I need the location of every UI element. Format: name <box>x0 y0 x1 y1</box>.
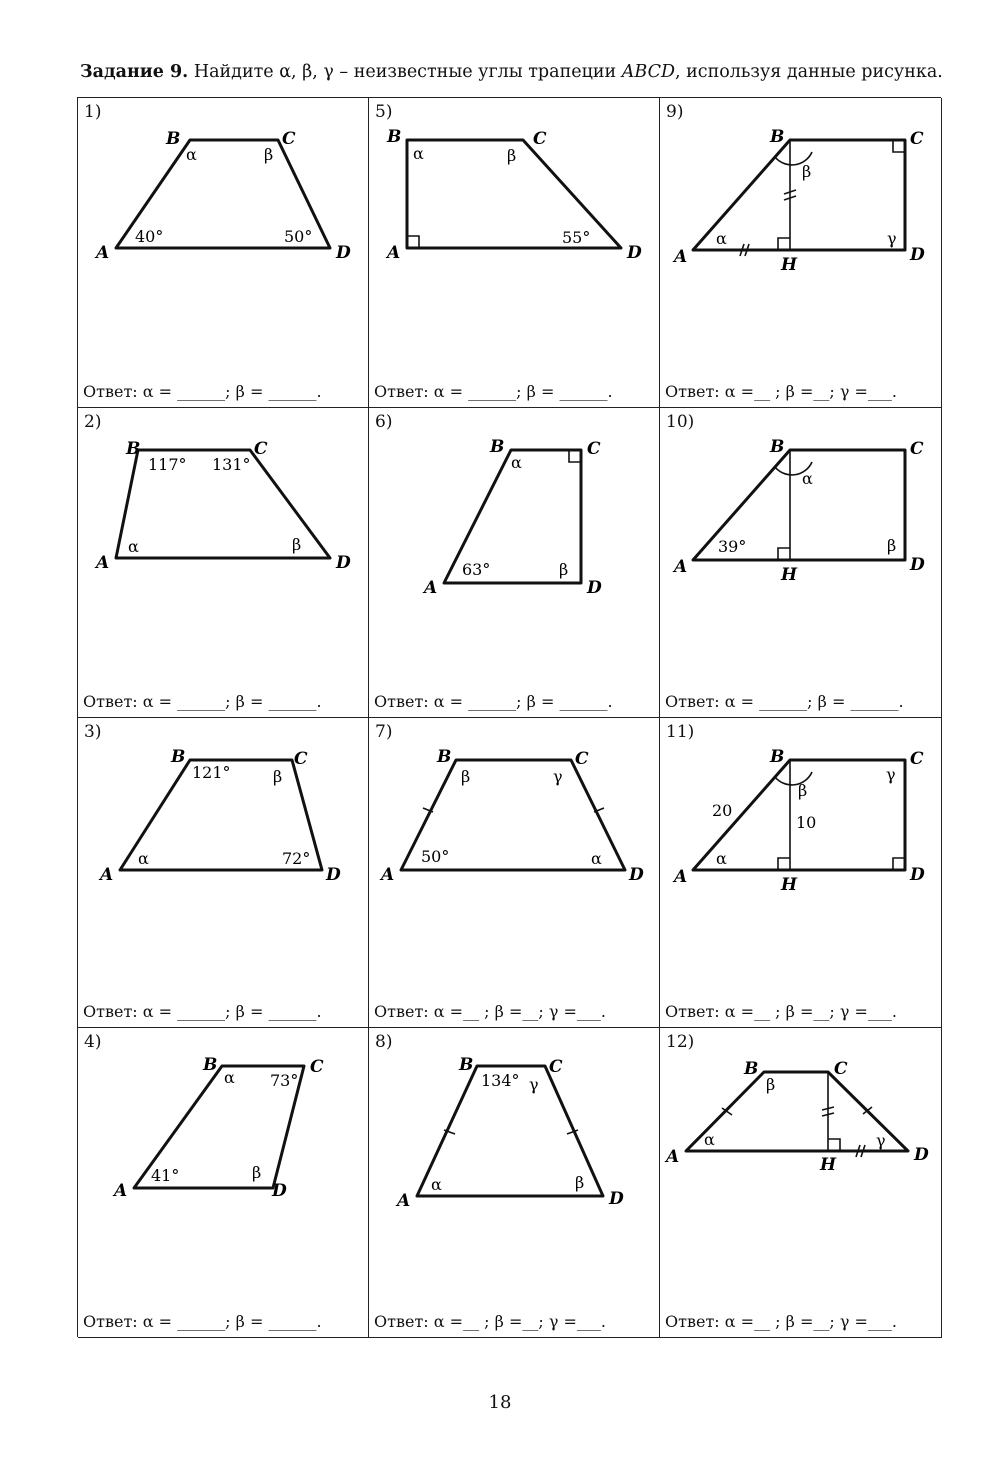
vertex-label: C <box>310 1057 324 1077</box>
vertex-label: D <box>914 1145 929 1165</box>
problem-4 <box>78 1028 369 1338</box>
vertex-label: A <box>674 557 688 577</box>
angle-label: 73° <box>270 1071 299 1090</box>
problem-10 <box>660 408 942 718</box>
trapezoid-figure <box>660 98 942 408</box>
angle-label: γ <box>886 765 896 784</box>
angle-label: β <box>264 145 274 164</box>
angle-label: α <box>138 849 149 868</box>
vertex-label: D <box>627 243 642 263</box>
vertex-label: D <box>272 1181 287 1201</box>
vertex-label: C <box>910 439 924 459</box>
problem-number: 9) <box>666 102 684 122</box>
angle-label: 131° <box>212 455 251 474</box>
right-angle-mark <box>893 140 905 152</box>
angle-label: α <box>186 145 197 164</box>
angle-label: β <box>802 162 812 181</box>
vertex-label: H <box>820 1155 837 1175</box>
vertex-label: A <box>387 243 401 263</box>
trapezoid-figure <box>78 98 369 408</box>
answer-line: Ответ: α =__ ; β =__; γ =___. <box>665 1002 897 1021</box>
vertex-label: A <box>424 578 438 598</box>
angle-label: α <box>413 144 424 163</box>
angle-label: 121° <box>192 763 231 782</box>
angle-label: β <box>766 1075 776 1094</box>
angle-label: α <box>716 849 727 868</box>
vertex-label: B <box>387 127 402 147</box>
angle-label: 39° <box>718 537 747 556</box>
problem-12 <box>660 1028 942 1338</box>
right-angle-mark <box>828 1139 840 1151</box>
problem-1 <box>78 98 369 408</box>
angle-label: β <box>559 560 569 579</box>
right-angle-mark <box>893 858 905 870</box>
length-label: 10 <box>796 813 817 832</box>
answer-line: Ответ: α =__ ; β =__; γ =___. <box>665 1312 897 1331</box>
right-angle-mark <box>569 450 581 462</box>
vertex-label: B <box>744 1059 759 1079</box>
problem-number: 4) <box>84 1032 102 1052</box>
vertex-label: D <box>629 865 644 885</box>
vertex-label: B <box>490 437 505 457</box>
vertex-label: A <box>100 865 114 885</box>
task-text: Найдите α, β, γ – неизвестные углы трапеции <box>193 62 617 82</box>
problem-number: 1) <box>84 102 102 122</box>
problem-number: 6) <box>375 412 393 432</box>
angle-label: β <box>575 1173 585 1192</box>
vertex-label: B <box>770 747 785 767</box>
trapezoid-figure <box>369 1028 660 1338</box>
angle-label: α <box>511 453 522 472</box>
problem-9 <box>660 98 942 408</box>
right-angle-mark <box>778 548 790 560</box>
angle-label: β <box>887 536 897 555</box>
right-angle-mark <box>407 236 419 248</box>
angle-label: γ <box>887 229 897 248</box>
trapezoid-figure <box>369 718 660 1028</box>
angle-label: α <box>704 1130 715 1149</box>
vertex-label: A <box>674 867 688 887</box>
angle-label: β <box>292 535 302 554</box>
angle-label: 40° <box>135 227 164 246</box>
vertex-label: C <box>587 439 601 459</box>
angle-label: 50° <box>421 847 450 866</box>
angle-label: α <box>591 849 602 868</box>
problem-number: 11) <box>666 722 695 742</box>
answer-line: Ответ: α = ______; β = ______. <box>83 1312 322 1331</box>
vertex-label: C <box>294 749 308 769</box>
angle-label: γ <box>876 1131 886 1150</box>
page-number: 18 <box>488 1392 512 1413</box>
problem-number: 2) <box>84 412 102 432</box>
trapezoid-figure <box>78 1028 369 1338</box>
answer-line: Ответ: α = ______; β = ______. <box>374 382 613 401</box>
vertex-label: B <box>126 439 141 459</box>
problem-number: 10) <box>666 412 695 432</box>
vertex-label: D <box>910 865 925 885</box>
vertex-label: B <box>770 437 785 457</box>
angle-label: 55° <box>562 228 591 247</box>
problem-number: 8) <box>375 1032 393 1052</box>
angle-label: β <box>273 767 283 786</box>
problem-number: 7) <box>375 722 393 742</box>
vertex-label: D <box>587 578 602 598</box>
vertex-label: B <box>459 1055 474 1075</box>
answer-line: Ответ: α =__ ; β =__; γ =___. <box>374 1312 606 1331</box>
vertex-label: A <box>96 553 110 573</box>
angle-label: γ <box>529 1075 539 1094</box>
answer-line: Ответ: α = ______; β = ______. <box>83 382 322 401</box>
vertex-label: D <box>336 553 351 573</box>
angle-label: 63° <box>462 560 491 579</box>
answer-line: Ответ: α = ______; β = ______. <box>665 692 904 711</box>
trapezoid-figure <box>78 718 369 1028</box>
vertex-label: D <box>910 555 925 575</box>
angle-label: β <box>252 1163 262 1182</box>
vertex-label: B <box>770 127 785 147</box>
right-angle-mark <box>778 238 790 250</box>
angle-label: 41° <box>151 1166 180 1185</box>
angle-label: 50° <box>284 227 313 246</box>
answer-line: Ответ: α = ______; β = ______. <box>374 692 613 711</box>
answer-line: Ответ: α =__ ; β =__; γ =___. <box>665 382 897 401</box>
task-figure-name: ABCD <box>621 62 675 82</box>
answer-line: Ответ: α = ______; β = ______. <box>83 692 322 711</box>
problem-5 <box>369 98 660 408</box>
trapezoid-figure <box>369 98 660 408</box>
trapezoid-figure <box>660 408 942 718</box>
problem-3 <box>78 718 369 1028</box>
vertex-label: H <box>781 565 798 585</box>
vertex-label: A <box>397 1191 411 1211</box>
task-heading <box>80 62 960 82</box>
problem-6 <box>369 408 660 718</box>
angle-label: β <box>798 781 808 800</box>
task-lead: Задание 9. <box>80 62 189 82</box>
vertex-label: A <box>674 247 688 267</box>
problem-number: 3) <box>84 722 102 742</box>
vertex-label: C <box>533 129 547 149</box>
vertex-label: A <box>96 243 110 263</box>
vertex-label: C <box>834 1059 848 1079</box>
vertex-label: A <box>381 865 395 885</box>
angle-label: β <box>507 146 517 165</box>
angle-label: α <box>224 1068 235 1087</box>
angle-label: α <box>716 229 727 248</box>
angle-label: β <box>461 767 471 786</box>
problem-8 <box>369 1028 660 1338</box>
vertex-label: D <box>910 245 925 265</box>
vertex-label: C <box>254 439 268 459</box>
vertex-label: H <box>781 255 798 275</box>
answer-line: Ответ: α =__ ; β =__; γ =___. <box>374 1002 606 1021</box>
trapezoid-figure <box>660 718 942 1028</box>
angle-label: α <box>128 537 139 556</box>
angle-label: 117° <box>148 455 187 474</box>
vertex-label: C <box>910 129 924 149</box>
vertex-label: C <box>549 1057 563 1077</box>
trapezoid-outline <box>686 1072 908 1151</box>
vertex-label: C <box>575 749 589 769</box>
angle-label: 72° <box>282 849 311 868</box>
right-angle-mark <box>778 858 790 870</box>
problem-7 <box>369 718 660 1028</box>
problem-11 <box>660 718 942 1028</box>
trapezoid-figure <box>369 408 660 718</box>
vertex-label: B <box>437 747 452 767</box>
vertex-label: D <box>609 1189 624 1209</box>
problem-number: 12) <box>666 1032 695 1052</box>
angle-label: α <box>802 469 813 488</box>
vertex-label: B <box>171 747 186 767</box>
vertex-label: A <box>666 1147 680 1167</box>
vertex-label: C <box>910 749 924 769</box>
problem-2 <box>78 408 369 718</box>
angle-label: 134° <box>481 1071 520 1090</box>
trapezoid-figure <box>660 1028 942 1338</box>
vertex-label: A <box>114 1181 128 1201</box>
task-tail: , используя данные рисунка. <box>675 62 943 82</box>
trapezoid-figure <box>78 408 369 718</box>
angle-label: α <box>431 1175 442 1194</box>
vertex-label: H <box>781 875 798 895</box>
vertex-label: B <box>203 1055 218 1075</box>
problems-grid <box>77 97 941 1337</box>
problem-number: 5) <box>375 102 393 122</box>
length-label: 20 <box>712 801 733 820</box>
vertex-label: D <box>326 865 341 885</box>
angle-label: γ <box>553 767 563 786</box>
vertex-label: C <box>282 129 296 149</box>
vertex-label: B <box>166 129 181 149</box>
vertex-label: D <box>336 243 351 263</box>
answer-line: Ответ: α = ______; β = ______. <box>83 1002 322 1021</box>
